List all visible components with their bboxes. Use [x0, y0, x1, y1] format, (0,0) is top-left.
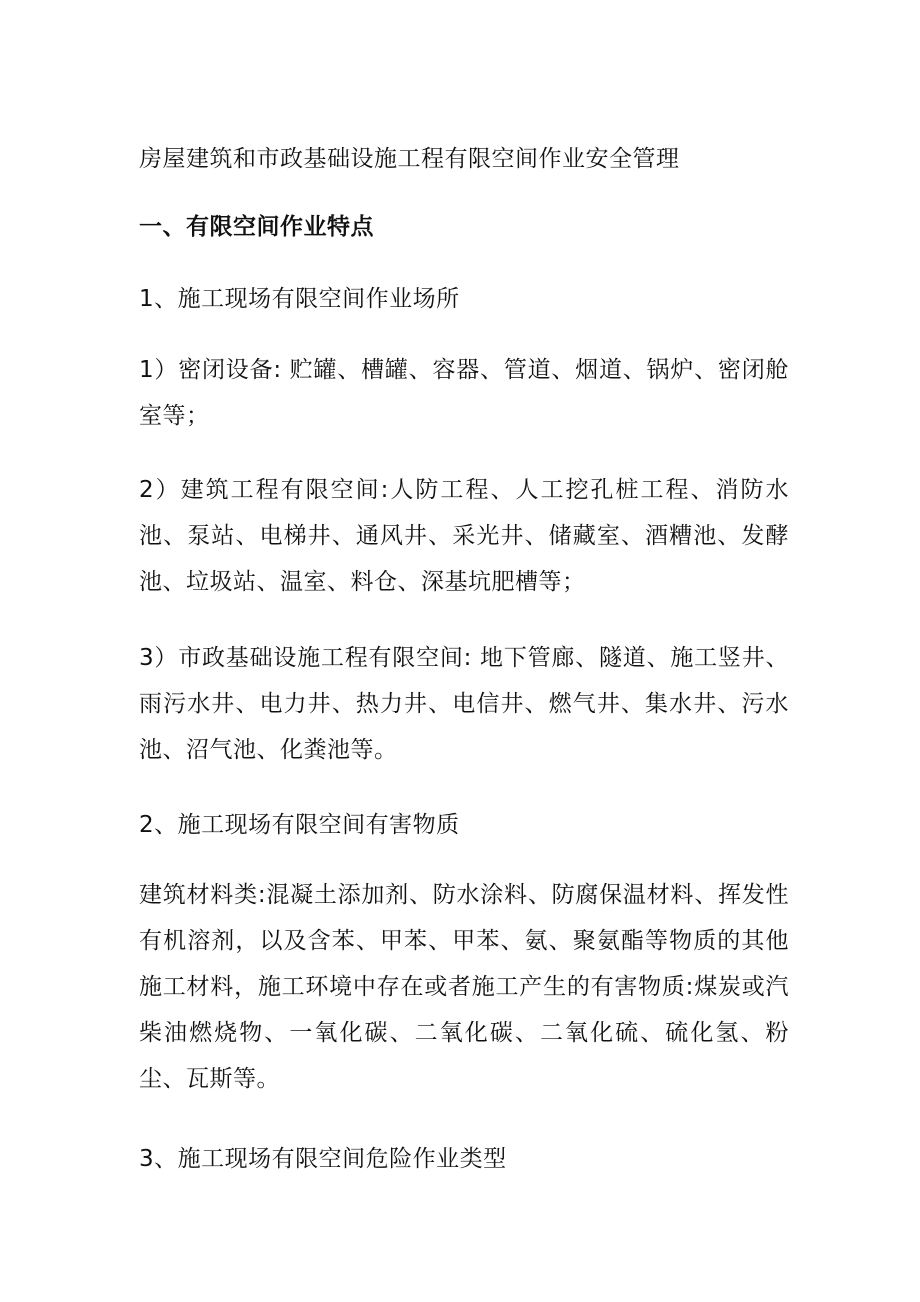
paragraph-municipal-spaces: 3）市政基础设施工程有限空间: 地下管廊、隧道、施工竖井、雨污水井、电力井、热力井、电信井、燃气井、集水井、污水池、沼气池、化粪池等。 — [139, 645, 789, 763]
paragraph-harmful-substances: 2、施工现场有限空间有害物质 — [139, 812, 460, 838]
paragraph-building-materials: 建筑材料类:混凝土添加剂、防水涂料、防腐保温材料、挥发性有机溶剂，以及含苯、甲苯、甲苯、氨、聚氨酯等物质的其他施工材料，施工环境中存在或者施工产生的有害物质:煤炭或汽柴油燃烧物、一氧化碳、二氧化碳、二氧化硫、硫化氢、粉尘、瓦斯等。 — [139, 882, 789, 1092]
paragraph-worksite-places: 1、施工现场有限空间作业场所 — [139, 286, 460, 312]
paragraph-closed-equipment: 1）密闭设备: 贮罐、槽罐、容器、管道、烟道、锅炉、密闭舱室等； — [139, 357, 789, 429]
section-heading: 一、有限空间作业特点 — [139, 214, 374, 240]
paragraph-building-spaces: 2）建筑工程有限空间:人防工程、人工挖孔桩工程、消防水池、泵站、电梯井、通风井、采光井、储藏室、酒糟池、发酵池、垃圾站、温室、料仓、深基坑肥槽等； — [139, 477, 789, 595]
document-title: 房屋建筑和市政基础设施工程有限空间作业安全管理 — [139, 146, 680, 172]
paragraph-dangerous-work-types: 3、施工现场有限空间危险作业类型 — [139, 1146, 507, 1172]
